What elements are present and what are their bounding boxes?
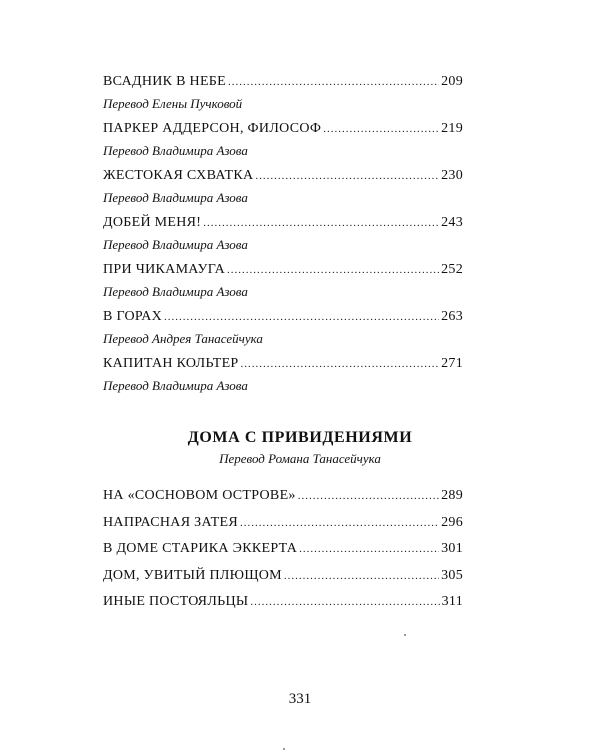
toc-entry-line	[103, 593, 463, 611]
toc-entry	[103, 261, 463, 308]
toc-entry-title: КАПИТАН КОЛЬТЕР	[103, 356, 239, 371]
toc-entry-title: ЖЕСТОКАЯ СХВАТКА	[103, 168, 254, 183]
toc-entry	[103, 73, 463, 120]
toc-entry-title: ИНЫЕ ПОСТОЯЛЬЦЫ	[103, 594, 249, 609]
toc-entry-page: 305	[441, 567, 463, 583]
leader-dots	[241, 355, 440, 373]
leader-dots	[299, 540, 439, 558]
toc-entry-line	[103, 487, 463, 505]
toc-entry-line	[103, 567, 463, 585]
toc-entry-page: 252	[441, 262, 463, 277]
toc-entry-title: ДОМ, УВИТЫЙ ПЛЮЩОМ	[103, 567, 282, 583]
toc-entry-title: НА «СОСНОВОМ ОСТРОВЕ»	[103, 488, 296, 503]
toc-entry	[103, 593, 463, 620]
table-of-contents-lower	[103, 487, 463, 620]
leader-dots	[228, 73, 439, 91]
toc-entry-page: 230	[441, 168, 463, 183]
toc-entry-page: 311	[441, 594, 463, 609]
toc-entry-title: ДОБЕЙ МЕНЯ!	[103, 215, 202, 230]
leader-dots	[323, 120, 439, 138]
toc-entry-page: 219	[441, 121, 463, 136]
toc-entry-translator: Перевод Елены Пучковой	[103, 96, 243, 111]
toc-entry-title: ПРИ ЧИКАМАУГА	[103, 262, 225, 277]
toc-entry-line	[103, 120, 463, 138]
toc-entry-page: 271	[441, 356, 463, 371]
toc-entry	[103, 487, 463, 514]
toc-entry-line	[103, 308, 463, 326]
toc-entry-line	[103, 73, 463, 91]
section-translator: Перевод Романа Танасейчука	[219, 451, 381, 466]
leader-dots	[250, 593, 439, 611]
toc-entry	[103, 214, 463, 261]
toc-entry-title: ВСАДНИК В НЕБЕ	[103, 74, 226, 89]
leader-dots	[164, 308, 439, 326]
leader-dots	[284, 567, 439, 585]
toc-entry-title: В ГОРАХ	[103, 309, 163, 324]
toc-entry-line	[103, 514, 463, 532]
toc-entry-line	[103, 214, 463, 232]
toc-entry	[103, 355, 463, 402]
toc-entry-line	[103, 540, 463, 558]
toc-entry-page: 243	[441, 215, 463, 230]
toc-entry-page: 289	[441, 488, 463, 503]
section-heading	[0, 428, 600, 468]
toc-entry-translator: Перевод Владимира Азова	[103, 284, 248, 299]
toc-entry-translator: Перевод Владимира Азова	[103, 237, 248, 252]
toc-entry-page: 263	[441, 309, 463, 324]
toc-entry-title: В ДОМЕ СТАРИКА ЭККЕРТА	[103, 541, 298, 556]
toc-entry-line	[103, 167, 463, 185]
toc-entry-translator: Перевод Андрея Танасейчука	[103, 331, 263, 346]
toc-entry-line	[103, 261, 463, 279]
leader-dots	[255, 167, 439, 185]
toc-entry	[103, 514, 463, 541]
toc-entry-page: 209	[441, 74, 463, 89]
toc-entry-line	[103, 355, 463, 373]
page-number: 331	[288, 691, 312, 707]
toc-entry-page: 296	[441, 514, 463, 530]
toc-entry-translator: Перевод Владимира Азова	[103, 190, 248, 205]
toc-entry-translator: Перевод Владимира Азова	[103, 378, 248, 393]
toc-entry	[103, 167, 463, 214]
print-speck	[404, 634, 406, 636]
leader-dots	[203, 214, 439, 232]
toc-entry-title: ПАРКЕР АДДЕРСОН, ФИЛОСОФ	[103, 121, 322, 136]
section-title: ДОМА С ПРИВИДЕНИЯМИ	[187, 429, 413, 446]
toc-entry	[103, 540, 463, 567]
toc-entry	[103, 567, 463, 594]
table-of-contents-upper	[103, 73, 463, 402]
toc-entry	[103, 308, 463, 355]
leader-dots	[227, 261, 439, 279]
leader-dots	[298, 487, 439, 505]
leader-dots	[240, 514, 439, 532]
toc-entry-title: НАПРАСНАЯ ЗАТЕЯ	[103, 514, 238, 530]
toc-entry	[103, 120, 463, 167]
toc-entry-page: 301	[441, 541, 463, 556]
toc-entry-translator: Перевод Владимира Азова	[103, 143, 248, 158]
